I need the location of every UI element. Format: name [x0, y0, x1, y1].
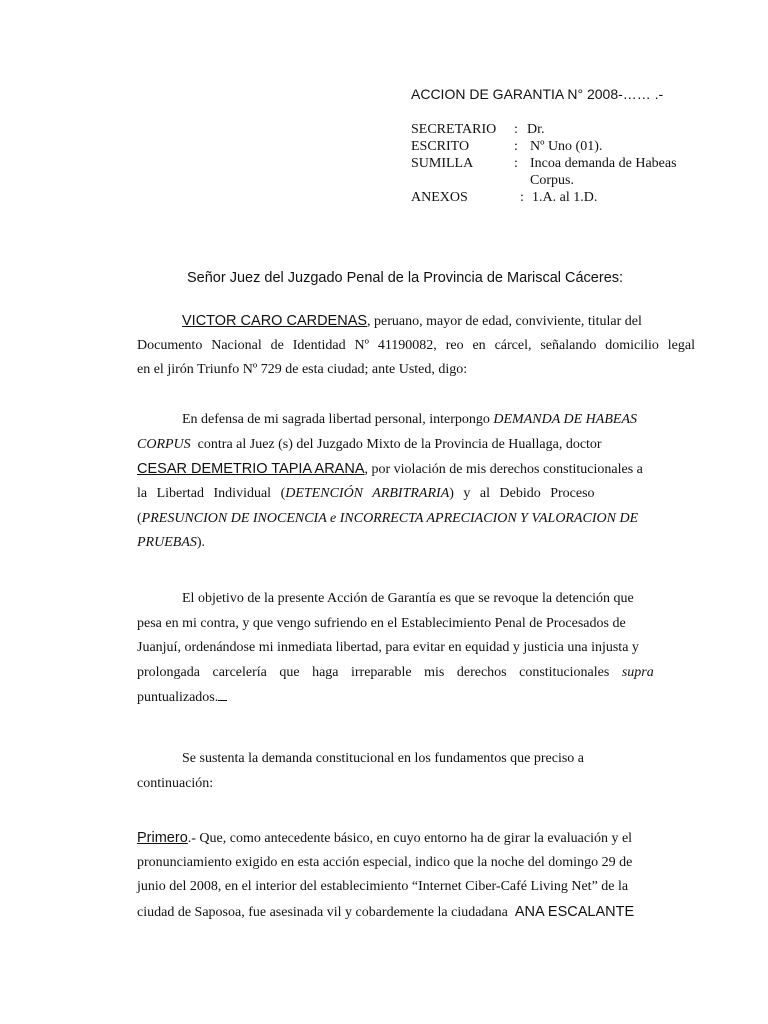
line — [137, 531, 695, 556]
line: Se sustenta la demanda constitucional en los fundamentos que preciso a — [182, 751, 585, 766]
line — [137, 408, 695, 433]
victim-name: ANA ESCALANTE — [514, 904, 635, 921]
demand-type: DEMANDA DE HABEAS — [493, 412, 637, 427]
defendant-name: CESAR DEMETRIO TAPIA ARANA — [137, 461, 365, 478]
escrito-separator: : — [514, 139, 518, 154]
paragraph-demand — [137, 408, 695, 556]
anexos-separator: : — [520, 190, 524, 205]
anexos-label: ANEXOS — [411, 190, 468, 205]
line: pesa en mi contra, y que vengo sufriendo en el Establecimiento Penal de Procesados de — [137, 615, 626, 631]
line — [137, 482, 695, 507]
sumilla-value-line2: Corpus. — [530, 173, 574, 188]
underline-mark — [218, 690, 227, 701]
text: la Libertad Individual ( — [137, 486, 286, 502]
text: puntualizados. — [137, 689, 219, 705]
violation-detention: DETENCIÓN ARBITRARIA — [285, 486, 450, 502]
line: Juanjuí, ordenándose mi inmediata libertad, para evitar en equidad y justicia una injusta y — [137, 640, 639, 656]
violation-due-process-cont: PRUEBAS — [137, 535, 197, 551]
text: En defensa de mi sagrada libertad personal, interpongo — [182, 412, 490, 427]
sumilla-value-line1: Incoa demanda de Habeas — [530, 156, 677, 171]
line — [137, 661, 695, 686]
sumilla-separator: : — [514, 156, 518, 171]
supra-word: supra — [621, 665, 654, 681]
violation-due-process: PRESUNCION DE INOCENCIA e INCORRECTA APRECIACION Y VALORACION DE — [141, 510, 639, 526]
line — [137, 826, 695, 851]
line — [137, 433, 695, 458]
line — [137, 309, 695, 334]
escrito-label: ESCRITO — [411, 139, 470, 154]
escrito-value: Nº Uno (01). — [530, 139, 603, 154]
text: .- Que, como antecedente básico, en cuyo entorno ha de girar la evaluación y el — [187, 831, 633, 846]
paragraph-introduction — [137, 309, 695, 383]
line — [137, 507, 695, 532]
text: ( — [137, 510, 142, 526]
line: El objetivo de la presente Acción de Garantía es que se revoque la detención que — [182, 591, 634, 606]
text: ciudad de Saposoa, fue asesinada vil y cobardemente la ciudadana — [137, 905, 508, 921]
text: ) y al Debido Proceso — [449, 486, 595, 502]
text: contra al Juez (s) del Juzgado Mixto de la Provincia de Huallaga, doctor — [197, 436, 602, 452]
line: pronunciamiento exigido en esta acción especial, indico que la noche del domingo 29 de — [137, 854, 633, 870]
line — [137, 686, 695, 711]
line: en el jirón Triunfo Nº 729 de esta ciudad; ante Usted, digo: — [137, 362, 468, 378]
section-heading-primero: Primero — [137, 830, 188, 846]
secretario-separator: : — [514, 122, 518, 137]
case-title: ACCION DE GARANTIA N° 2008-…… .- — [411, 86, 664, 102]
secretario-label: SECRETARIO — [411, 122, 497, 137]
court-address: Señor Juez del Juzgado Penal de la Provincia de Mariscal Cáceres: — [187, 270, 624, 286]
text: prolongada carcelería que haga irreparable mis derechos constitucionales — [137, 665, 610, 681]
line — [137, 457, 695, 482]
line — [137, 900, 695, 925]
text: , por violación de mis derechos constitucionales a — [364, 462, 643, 478]
anexos-value: 1.A. al 1.D. — [532, 190, 598, 205]
paragraph-grounds-intro — [137, 747, 695, 796]
demand-type-cont: CORPUS — [137, 436, 191, 452]
line: junio del 2008, en el interior del establecimiento “Internet Ciber-Café Living Net” de la — [137, 879, 629, 895]
text: ). — [196, 535, 206, 551]
paragraph-first-ground — [137, 826, 695, 925]
sumilla-label: SUMILLA — [411, 156, 474, 171]
paragraph-objective — [137, 587, 695, 710]
line: Documento Nacional de Identidad Nº 41190082, reo en cárcel, señalando domicilio legal — [137, 337, 695, 353]
line: continuación: — [137, 775, 214, 791]
text: , peruano, mayor de edad, conviviente, titular del — [367, 314, 642, 329]
plaintiff-name: VICTOR CARO CARDENAS — [182, 313, 368, 329]
secretario-value: Dr. — [527, 122, 545, 137]
